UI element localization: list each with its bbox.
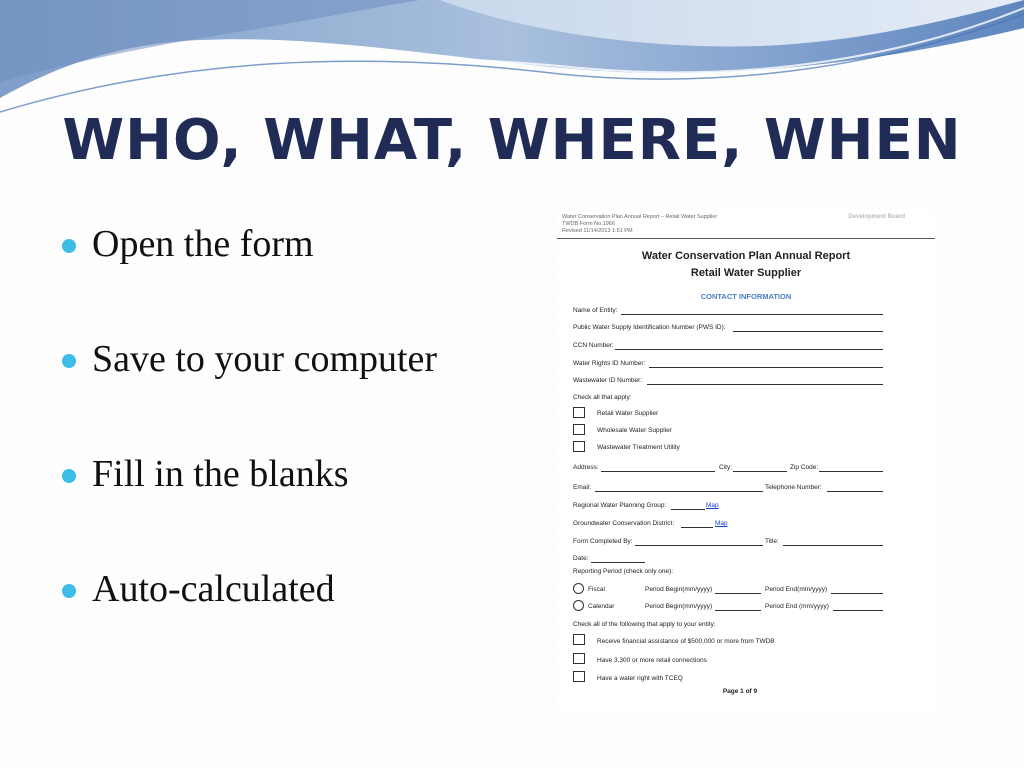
check-all-label: Check all that apply:: [573, 394, 632, 401]
page-number: Page 1 of 9: [722, 688, 758, 695]
telephone-label: Telephone Number:: [765, 484, 822, 491]
address-field[interactable]: [601, 471, 715, 472]
bullet-text: Fill in the blanks: [92, 453, 349, 495]
date-field[interactable]: [591, 562, 645, 563]
wholesale-checkbox[interactable]: [573, 424, 585, 435]
bullet-text: Auto-calculated: [92, 568, 335, 610]
form-subtitle: Retail Water Supplier: [690, 267, 802, 279]
water-rights-label: Water Rights ID Number:: [573, 360, 646, 367]
financial-assistance-label: Receive financial assistance of $500,000 or more from TWDB: [597, 638, 775, 645]
bullet-text: Open the form: [92, 223, 314, 265]
rwpg-field[interactable]: [671, 509, 705, 510]
form-header-line: TWDB Form No.1966: [562, 221, 615, 227]
rwpg-map-link[interactable]: Map: [706, 502, 719, 509]
fiscal-end-field[interactable]: [831, 593, 883, 594]
retail-label: Retail Water Supplier: [597, 410, 659, 417]
slide-title: WHO, WHAT, WHERE, WHEN: [62, 108, 962, 173]
fiscal-begin-field[interactable]: [715, 593, 761, 594]
wastewater-id-field[interactable]: [647, 384, 883, 385]
calendar-label: Calendar: [588, 603, 615, 610]
form-agency-watermark: Development Board: [848, 214, 905, 220]
reporting-period-label: Reporting Period (check only one):: [573, 568, 674, 575]
pws-field[interactable]: [733, 331, 883, 332]
telephone-field[interactable]: [827, 491, 883, 492]
wastewater-checkbox[interactable]: [573, 441, 585, 452]
water-right-label: Have a water right with TCEQ: [597, 675, 683, 682]
bullet-item: [62, 337, 542, 452]
fiscal-begin-label: Period Begin(mm/yyyy): [645, 586, 713, 593]
water-rights-field[interactable]: [649, 367, 883, 368]
zip-field[interactable]: [819, 471, 883, 472]
form-title: Water Conservation Plan Annual Report: [641, 250, 851, 262]
ccn-label: CCN Number:: [573, 342, 614, 349]
bullet-item: [62, 567, 542, 682]
gcd-label: Groundwater Conservation District:: [573, 520, 675, 527]
gcd-field[interactable]: [681, 527, 713, 528]
form-header-divider: [557, 238, 935, 239]
calendar-radio[interactable]: [573, 600, 584, 611]
bullet-text: Save to your computer: [92, 338, 438, 380]
calendar-end-field[interactable]: [833, 610, 883, 611]
calendar-end-label: Period End (mm/yyyy): [765, 603, 829, 610]
retail-connections-label: Have 3,300 or more retail connections: [597, 657, 707, 664]
retail-checkbox[interactable]: [573, 407, 585, 418]
form-preview-image: [557, 210, 935, 712]
bullet-item: [62, 222, 542, 337]
retail-connections-checkbox[interactable]: [573, 653, 585, 664]
bullet-dot-icon: [62, 469, 76, 483]
calendar-begin-label: Period Begin(mm/yyyy): [645, 603, 713, 610]
email-label: Email:: [573, 484, 592, 491]
date-label: Date:: [573, 555, 589, 562]
wholesale-label: Wholesale Water Supplier: [597, 427, 672, 434]
completed-by-label: Form Completed By:: [573, 538, 633, 545]
fiscal-radio[interactable]: [573, 583, 584, 594]
address-label: Address:: [573, 464, 599, 471]
calendar-begin-field[interactable]: [715, 610, 761, 611]
entity-label: Name of Entity:: [573, 307, 618, 314]
title-field[interactable]: [783, 545, 883, 546]
wastewater-label: Wastewater Treatment Utility: [597, 444, 680, 451]
header-wave-decoration: [0, 0, 1024, 120]
form-section-heading: CONTACT INFORMATION: [700, 292, 792, 301]
fiscal-label: Fiscal: [588, 586, 605, 593]
fiscal-end-label: Period End(mm/yyyy): [765, 586, 828, 593]
title-field-label: Title:: [765, 538, 779, 545]
completed-by-field[interactable]: [635, 545, 763, 546]
bullet-item: [62, 452, 542, 567]
form-header-line: Revised 11/14/2013 1:51 PM: [562, 228, 633, 234]
city-field[interactable]: [733, 471, 787, 472]
gcd-map-link[interactable]: Map: [715, 520, 728, 527]
zip-label: Zip Code:: [790, 464, 819, 471]
financial-assistance-checkbox[interactable]: [573, 634, 585, 645]
entity-field[interactable]: [621, 314, 883, 315]
ccn-field[interactable]: [615, 349, 883, 350]
bullet-dot-icon: [62, 354, 76, 368]
email-field[interactable]: [595, 491, 763, 492]
bullet-list: [62, 222, 542, 682]
rwpg-label: Regional Water Planning Group:: [573, 502, 667, 509]
wastewater-id-label: Wastewater ID Number:: [573, 377, 643, 384]
bullet-dot-icon: [62, 584, 76, 598]
form-header-line: Water Conservation Plan Annual Report – Retail Water Supplier: [562, 214, 718, 220]
pws-label: Public Water Supply Identification Number (PWS ID):: [573, 324, 726, 331]
city-label: City:: [719, 464, 732, 471]
bullet-dot-icon: [62, 239, 76, 253]
water-right-checkbox[interactable]: [573, 671, 585, 682]
check-following-label: Check all of the following that apply to your entity:: [573, 621, 716, 628]
